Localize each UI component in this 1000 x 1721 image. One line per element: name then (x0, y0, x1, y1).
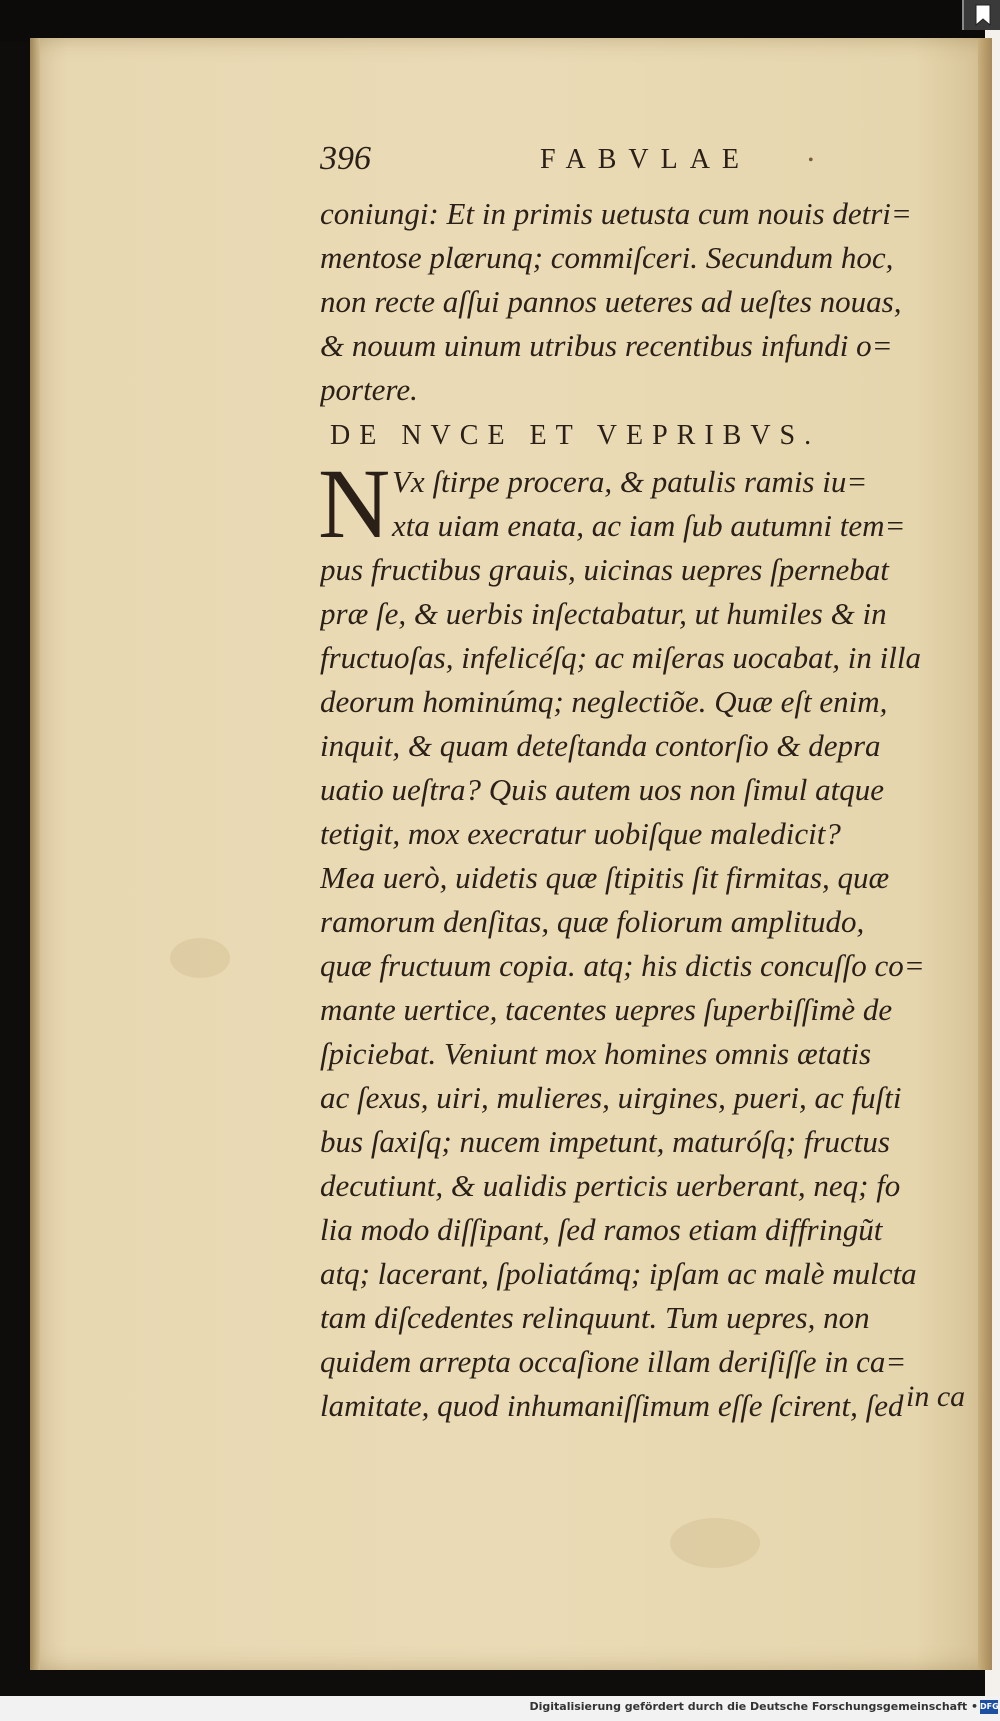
text-line: ac ſexus, uiri, mulieres, uirgines, pueri, ac fuſti (320, 1080, 902, 1115)
text-line: non recte aſſui pannos ueteres ad ueſtes nouas, (320, 284, 902, 319)
text-line: Mea uerò, uidetis quæ ſtipitis ſit firmitas, quæ (320, 860, 890, 895)
text-line: quidem arrepta occaſione illam deriſiſſe in ca= (320, 1344, 907, 1379)
funding-credit: Digitalisierung gefördert durch die Deutsche Forschungsgemeinschaft • (529, 1700, 978, 1713)
page-fore-edge (978, 38, 992, 1670)
catchword: in ca (906, 1380, 966, 1413)
text-line: lamitate, quod inhumaniſſimum eſſe ſcirent, ſed (320, 1388, 904, 1423)
page-header (320, 140, 840, 186)
body-text (320, 192, 980, 1428)
text-line: quæ fructuum copia. atq; his dictis concuſſo co= (320, 948, 925, 983)
bookmark-tab[interactable] (962, 0, 1000, 30)
text-line: portere. (320, 372, 418, 407)
initial-paragraph (318, 448, 980, 559)
drop-cap-initial: N (318, 448, 391, 559)
running-title: FABVLAE (540, 144, 752, 175)
text-line: uatio ueſtra? Quis autem uos non ſimul atque (320, 772, 885, 807)
text-line: & nouum uinum utribus recentibus infundi o= (320, 328, 893, 363)
text-line: Vx ſtirpe procera, & patulis ramis iu= (392, 464, 868, 499)
text-line: pus fructibus grauis, uicinas uepres ſpernebat (320, 552, 889, 587)
paper-stain (670, 1518, 760, 1568)
text-line: præ ſe, & uerbis inſectabatur, ut humiles & in (320, 596, 887, 631)
text-line: deorum hominúmq; neglectiõe. Quæ eſt enim, (320, 684, 888, 719)
top-strip (0, 0, 1000, 42)
text-line: tetigit, mox execratur uobiſque maledicit? (320, 816, 841, 851)
text-line: inquit, & quam deteſtanda contorſio & depra (320, 728, 881, 763)
header-ornament: • (808, 152, 814, 169)
dfg-logo[interactable]: DFG (980, 1700, 998, 1714)
footer-bar (0, 1696, 1000, 1721)
text-line: bus ſaxiſq; nucem impetunt, maturóſq; fructus (320, 1124, 890, 1159)
text-line: xta uiam enata, ac iam ſub autumni tem= (392, 508, 906, 543)
text-line: tam diſcedentes relinquunt. Tum uepres, non (320, 1300, 870, 1335)
text-line: lia modo diſſipant, ſed ramos etiam diffringũt (320, 1212, 883, 1247)
text-line: ramorum denſitas, quæ foliorum amplitudo, (320, 904, 865, 939)
paper-stain (170, 938, 230, 978)
text-line: mante uertice, tacentes uepres ſuperbiſſimè de (320, 992, 893, 1027)
bookmark-icon (974, 4, 992, 26)
text-line: mentose plærunq; commiſceri. Secundum hoc, (320, 240, 894, 275)
text-line: decutiunt, & ualidis perticis uerberant, neq; fo (320, 1168, 901, 1203)
text-line: fructuoſas, infelicéſq; ac miſeras uocabat, in illa (320, 640, 921, 675)
text-line: ſpiciebat. Veniunt mox homines omnis ætatis (320, 1036, 872, 1071)
page-number: 396 (320, 140, 371, 177)
text-line: atq; lacerant, ſpoliatámq; ipſam ac malè mulcta (320, 1256, 917, 1291)
page-gutter (30, 38, 40, 1670)
fable-heading: DE NVCE ET VEPRIBVS. (330, 420, 821, 451)
text-line: coniungi: Et in primis uetusta cum nouis detri= (320, 196, 912, 231)
